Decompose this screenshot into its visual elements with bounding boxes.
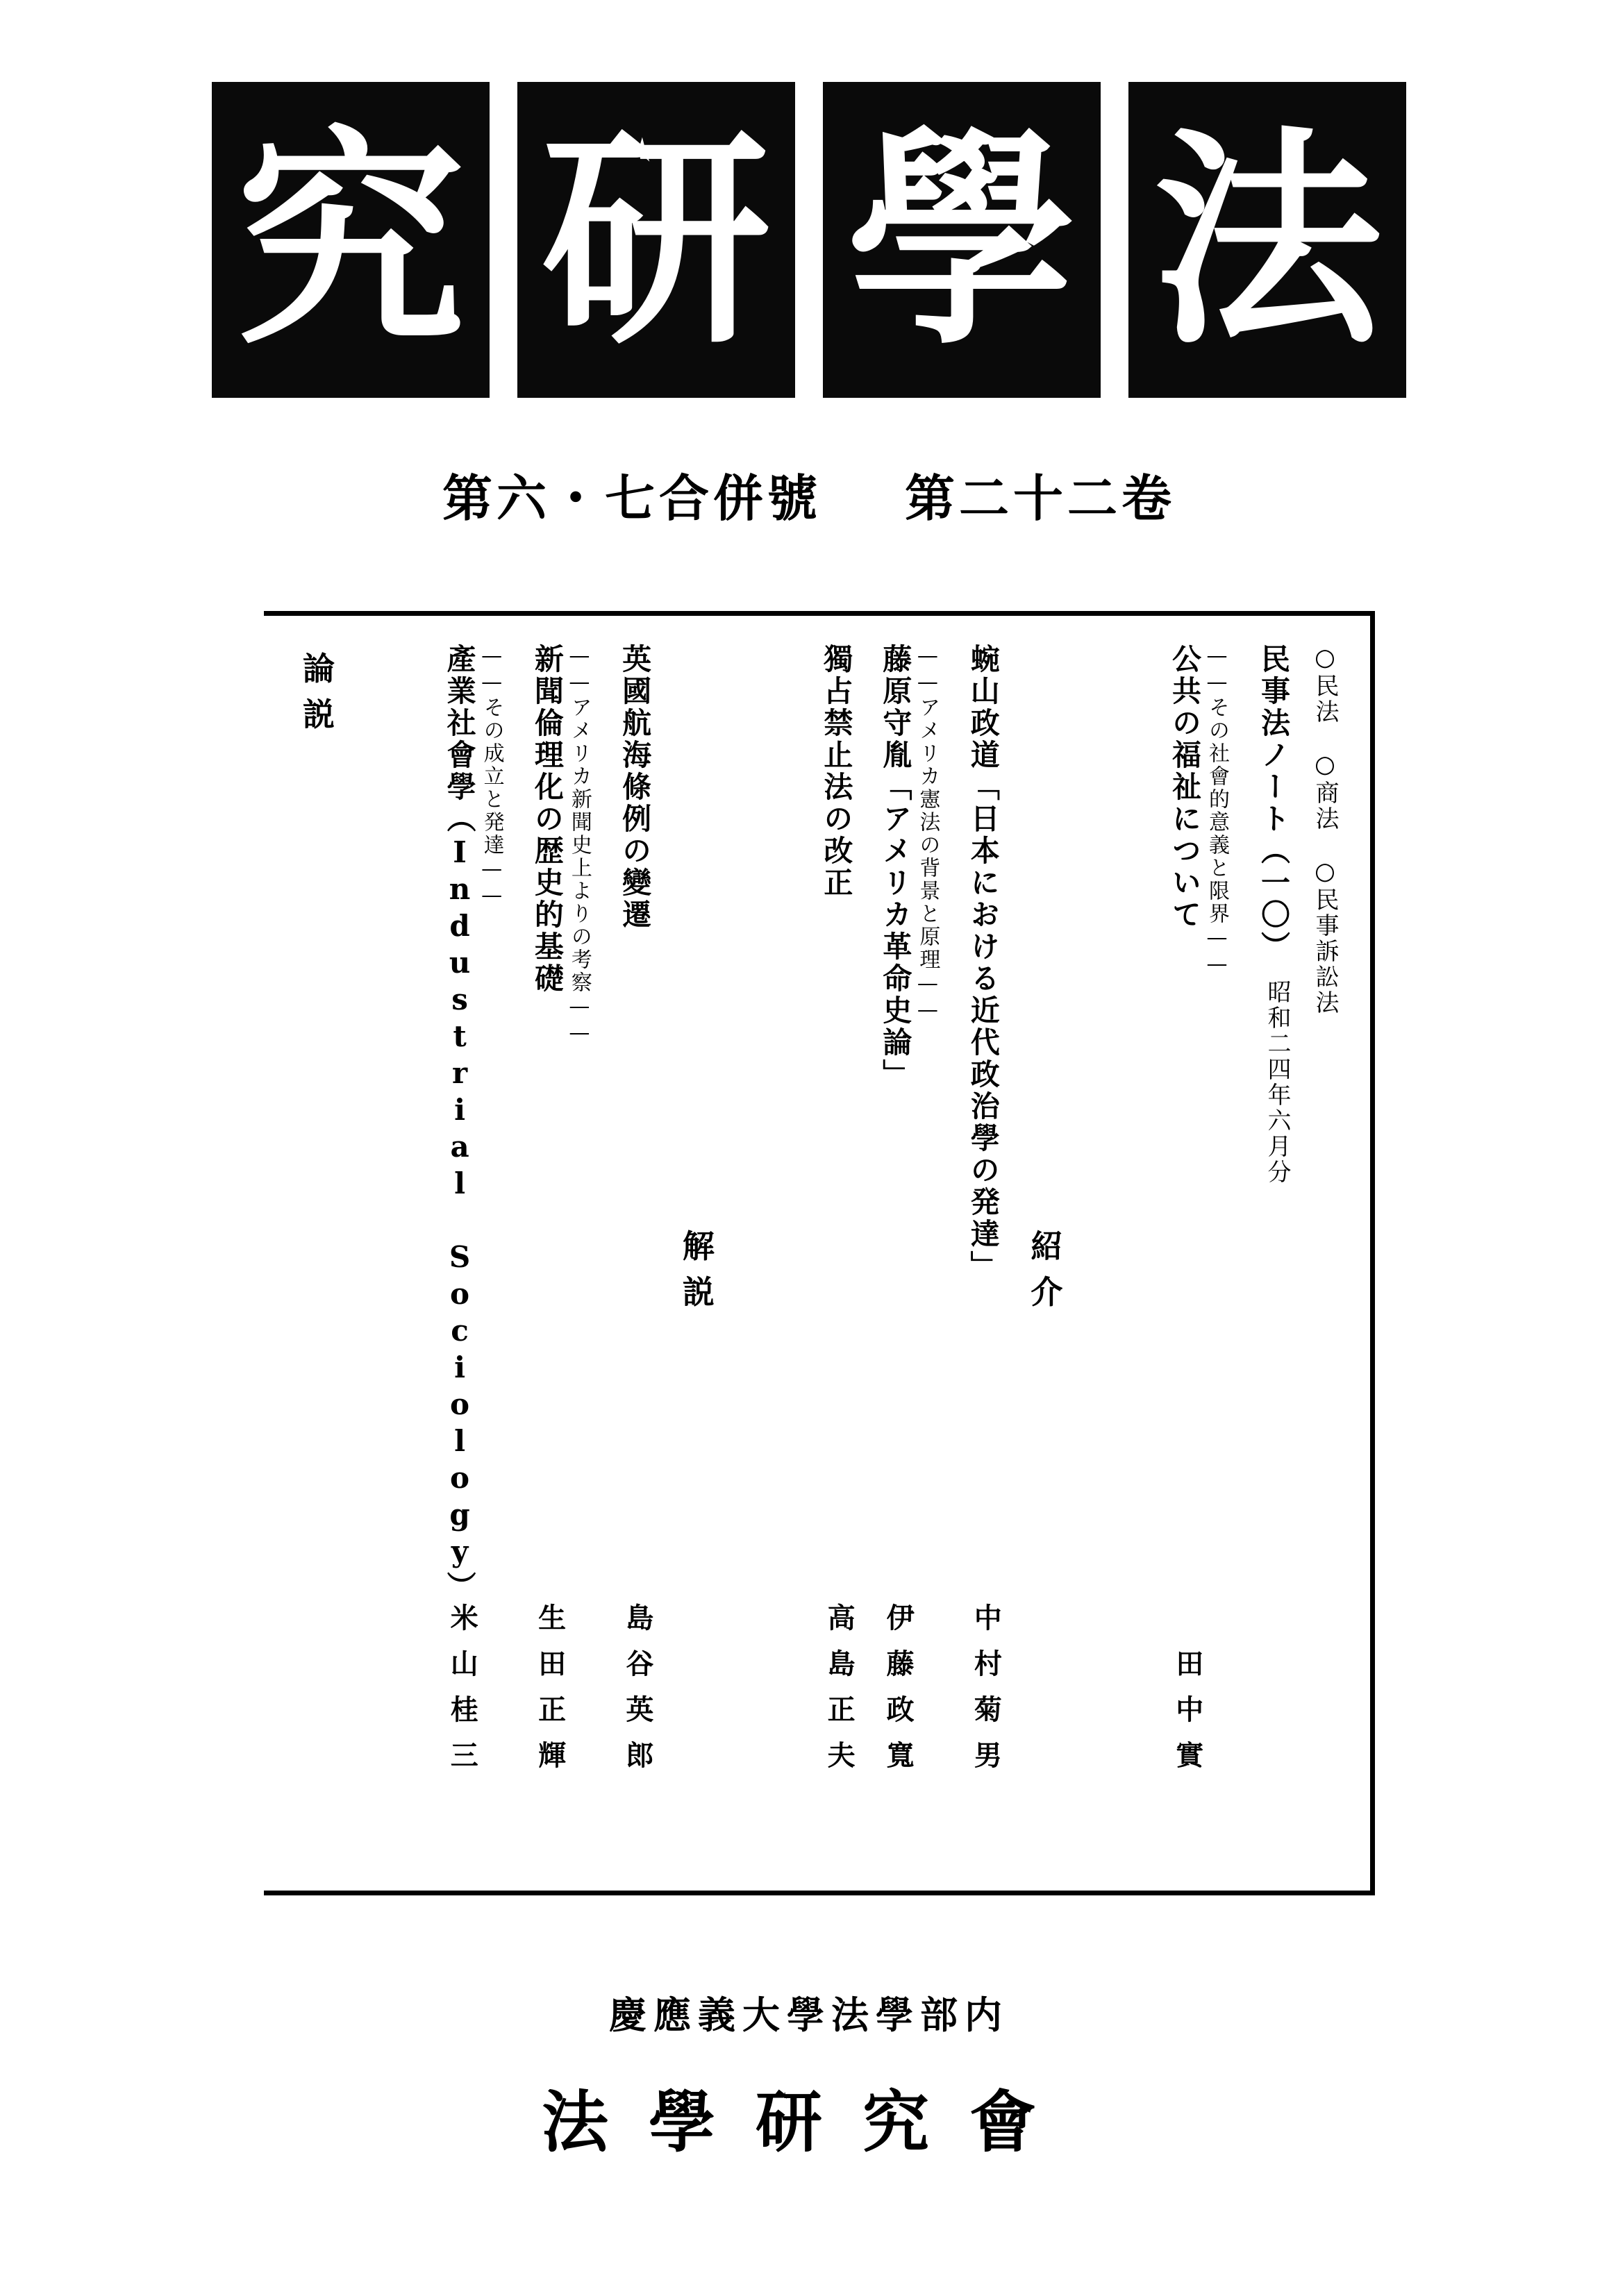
notes-items: ○民法 ○商法 ○民事訴訟法: [1310, 644, 1339, 1016]
toc-entry-title: 獨占禁止法の改正: [819, 644, 854, 899]
toc-entry-subtitle: ——その成立と発達——: [479, 644, 504, 910]
toc-entry-title: 產業社會學（Industrial Sociology）: [442, 644, 477, 1603]
toc-entry[interactable]: [819, 644, 859, 1870]
toc-entry-author: 米山桂三: [446, 1603, 479, 1786]
volume-issue-line: [0, 458, 1618, 530]
toc-entry-subtitle: ——その社會的意義と限界——: [1204, 644, 1229, 978]
table-of-contents: [264, 611, 1375, 1895]
toc-entry-subtitle: ——アメリカ新聞史上よりの考察——: [567, 644, 592, 1047]
toc-entry[interactable]: [618, 644, 658, 1870]
masthead-char-1: 法: [1128, 82, 1406, 398]
toc-entry-title: 英國航海條例の變遷: [618, 644, 653, 931]
footer: [0, 1986, 1618, 2165]
toc-entry[interactable]: [442, 644, 510, 1870]
notes-date: 昭和二四年六月分: [1262, 980, 1291, 1185]
section-label: 論 説: [303, 650, 386, 733]
section-heading-ronsetsu: [303, 644, 415, 1870]
toc-entry-title: 公共の福祉について: [1167, 644, 1202, 931]
notes-title: 民事法ノート（一〇）: [1256, 644, 1291, 963]
toc-entry-title: 藤原守胤「アメリカ革命史論」: [878, 644, 913, 1091]
toc-entry-author: 高島正夫: [823, 1603, 856, 1786]
section-heading-shokai: [1031, 644, 1142, 1870]
masthead-char-2: 學: [823, 82, 1101, 398]
toc-entry[interactable]: [878, 644, 946, 1870]
toc-entry-author: 島谷英郎: [621, 1603, 654, 1786]
toc-entry-subtitle: ——アメリカ憲法の背景と原理——: [915, 644, 940, 1024]
toc-entry[interactable]: [1168, 644, 1236, 1870]
masthead-char-4: 究: [212, 82, 490, 398]
section-label: 紹 介: [1031, 1227, 1115, 1311]
toc-entry-title: 蜿山政道「日本における近代政治學の発達」: [966, 644, 1001, 1282]
toc-notes-items: [1308, 644, 1342, 1870]
section-label: 解 説: [682, 1227, 766, 1311]
toc-entry[interactable]: [966, 644, 1006, 1870]
masthead-char-3: 研: [517, 82, 795, 398]
issue-number: 第六・七合併號: [442, 469, 821, 528]
toc-entry-author: 田中實: [1171, 1649, 1204, 1786]
toc-entry-author: 生田正輝: [533, 1603, 567, 1786]
toc-entry-author: 中村菊男: [969, 1603, 1003, 1786]
toc-entry[interactable]: [531, 644, 599, 1870]
toc-entry-title: 新聞倫理化の歴史的基礎: [530, 644, 565, 995]
volume-number: 第二十二卷: [905, 469, 1176, 528]
toc-entry-author: 伊藤政寬: [882, 1603, 915, 1786]
footer-affiliation: 慶應義大學法學部内: [609, 1993, 1009, 2037]
footer-publisher: 法學研究會: [542, 2083, 1076, 2161]
section-heading-kaisetsu: [683, 644, 794, 1870]
masthead: [0, 82, 1618, 398]
toc-notes[interactable]: [1253, 644, 1294, 1870]
